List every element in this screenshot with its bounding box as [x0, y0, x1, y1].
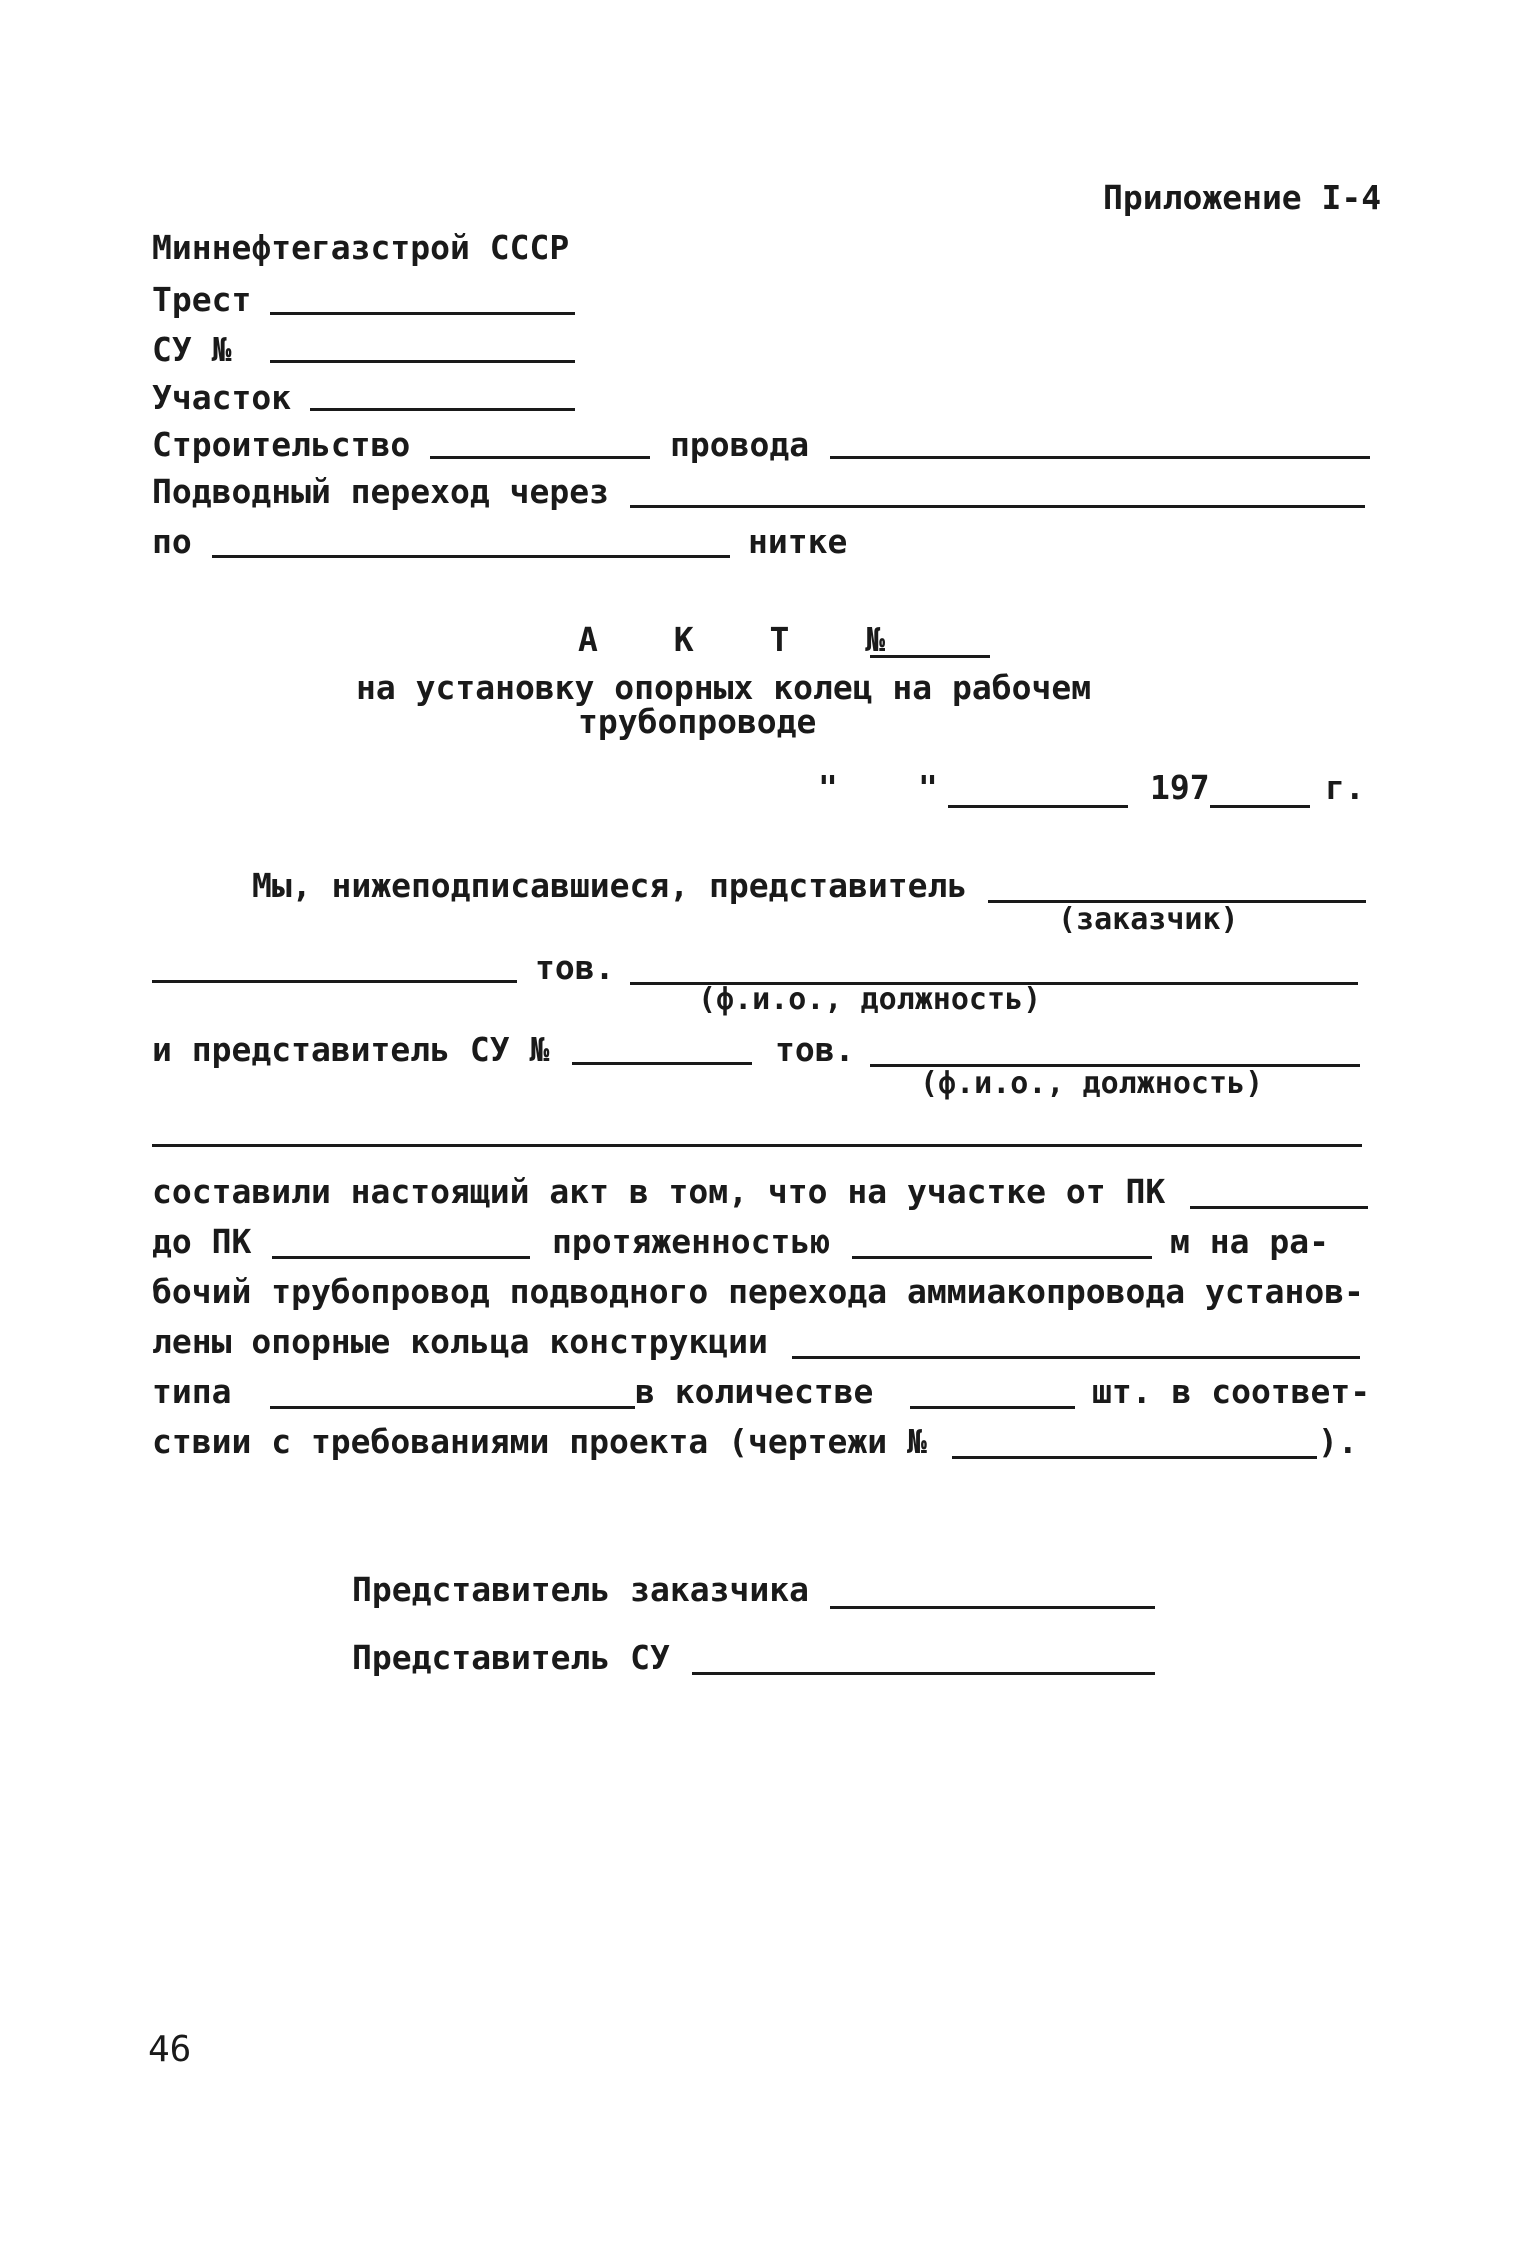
body-line2b: протяженностью: [552, 1222, 831, 1261]
fio2-caption: (ф.и.о., должность): [920, 1066, 1264, 1101]
body-line6a: ствии с требованиями проекта (чертежи №: [152, 1422, 927, 1461]
body-line1: составили настоящий акт в том, что на участке от ПК: [152, 1172, 1166, 1211]
body-line3: бочий трубопровод подводного перехода аммиакопровода установ-: [152, 1272, 1364, 1311]
act-title: А К Т №: [578, 620, 914, 659]
quantity-field[interactable]: [910, 1406, 1075, 1409]
date-g: г.: [1325, 768, 1365, 807]
page-number: 46: [148, 2029, 192, 2070]
act-subtitle-line1: на установку опорных колец на рабочем: [356, 668, 1092, 707]
tov2-label: тов.: [775, 1030, 855, 1069]
construction-field[interactable]: [430, 456, 650, 459]
pk-to-field[interactable]: [272, 1256, 530, 1259]
thread-label: нитке: [748, 522, 848, 561]
date-year: 197: [1150, 768, 1210, 807]
body-line2a: до ПК: [152, 1222, 252, 1261]
trust-label: Трест: [152, 280, 252, 319]
act-number-field[interactable]: [870, 655, 990, 658]
pipeline-field[interactable]: [830, 456, 1370, 459]
length-field[interactable]: [852, 1256, 1152, 1259]
su-signature-field[interactable]: [692, 1672, 1155, 1675]
ministry-label: Миннефтегазстрой СССР: [152, 228, 570, 267]
tov1-label: тов.: [535, 948, 615, 987]
body-line4: лены опорные кольца конструкции: [152, 1322, 768, 1361]
su-number-field[interactable]: [270, 360, 575, 363]
body-line5b: в количестве: [635, 1372, 874, 1411]
we-text: Мы, нижеподписавшиеся, представитель: [252, 866, 968, 905]
su-number-field-2[interactable]: [572, 1062, 752, 1065]
construction-type-field[interactable]: [792, 1356, 1360, 1359]
year-field[interactable]: [1210, 805, 1310, 808]
blank-line[interactable]: [152, 1144, 1362, 1147]
po-label: по: [152, 522, 192, 561]
section-field[interactable]: [310, 408, 575, 411]
section-label: Участок: [152, 378, 292, 417]
date-quote-open: ": [818, 768, 838, 807]
body-line6b: ).: [1318, 1422, 1358, 1461]
customer-rep-label: Представитель заказчика: [352, 1570, 809, 1609]
body-line2c: м на ра-: [1170, 1222, 1329, 1261]
fio1-caption: (ф.и.о., должность): [698, 982, 1042, 1017]
date-field[interactable]: [948, 805, 1128, 808]
type-field[interactable]: [270, 1406, 635, 1409]
date-quote-close: ": [918, 768, 938, 807]
underwater-label: Подводный переход через: [152, 472, 609, 511]
po-field[interactable]: [212, 555, 730, 558]
underwater-field[interactable]: [630, 505, 1365, 508]
body-line5c: шт. в соответ-: [1092, 1372, 1371, 1411]
drawing-number-field[interactable]: [952, 1456, 1317, 1459]
trust-field[interactable]: [270, 312, 575, 315]
rep-su-text: и представитель СУ №: [152, 1030, 550, 1069]
pipeline-label: провода: [670, 425, 810, 464]
customer-name-field[interactable]: [152, 980, 517, 983]
construction-label: Строительство: [152, 425, 411, 464]
pk-from-field[interactable]: [1190, 1206, 1368, 1209]
su-label: СУ №: [152, 330, 232, 369]
body-line5a: типа: [152, 1372, 232, 1411]
act-subtitle-line2: трубопроводе: [578, 702, 817, 741]
appendix-label: Приложение I-4: [1103, 178, 1382, 217]
su-rep-label: Представитель СУ: [352, 1638, 670, 1677]
customer-signature-field[interactable]: [830, 1606, 1155, 1609]
customer-caption: (заказчик): [1058, 902, 1239, 937]
